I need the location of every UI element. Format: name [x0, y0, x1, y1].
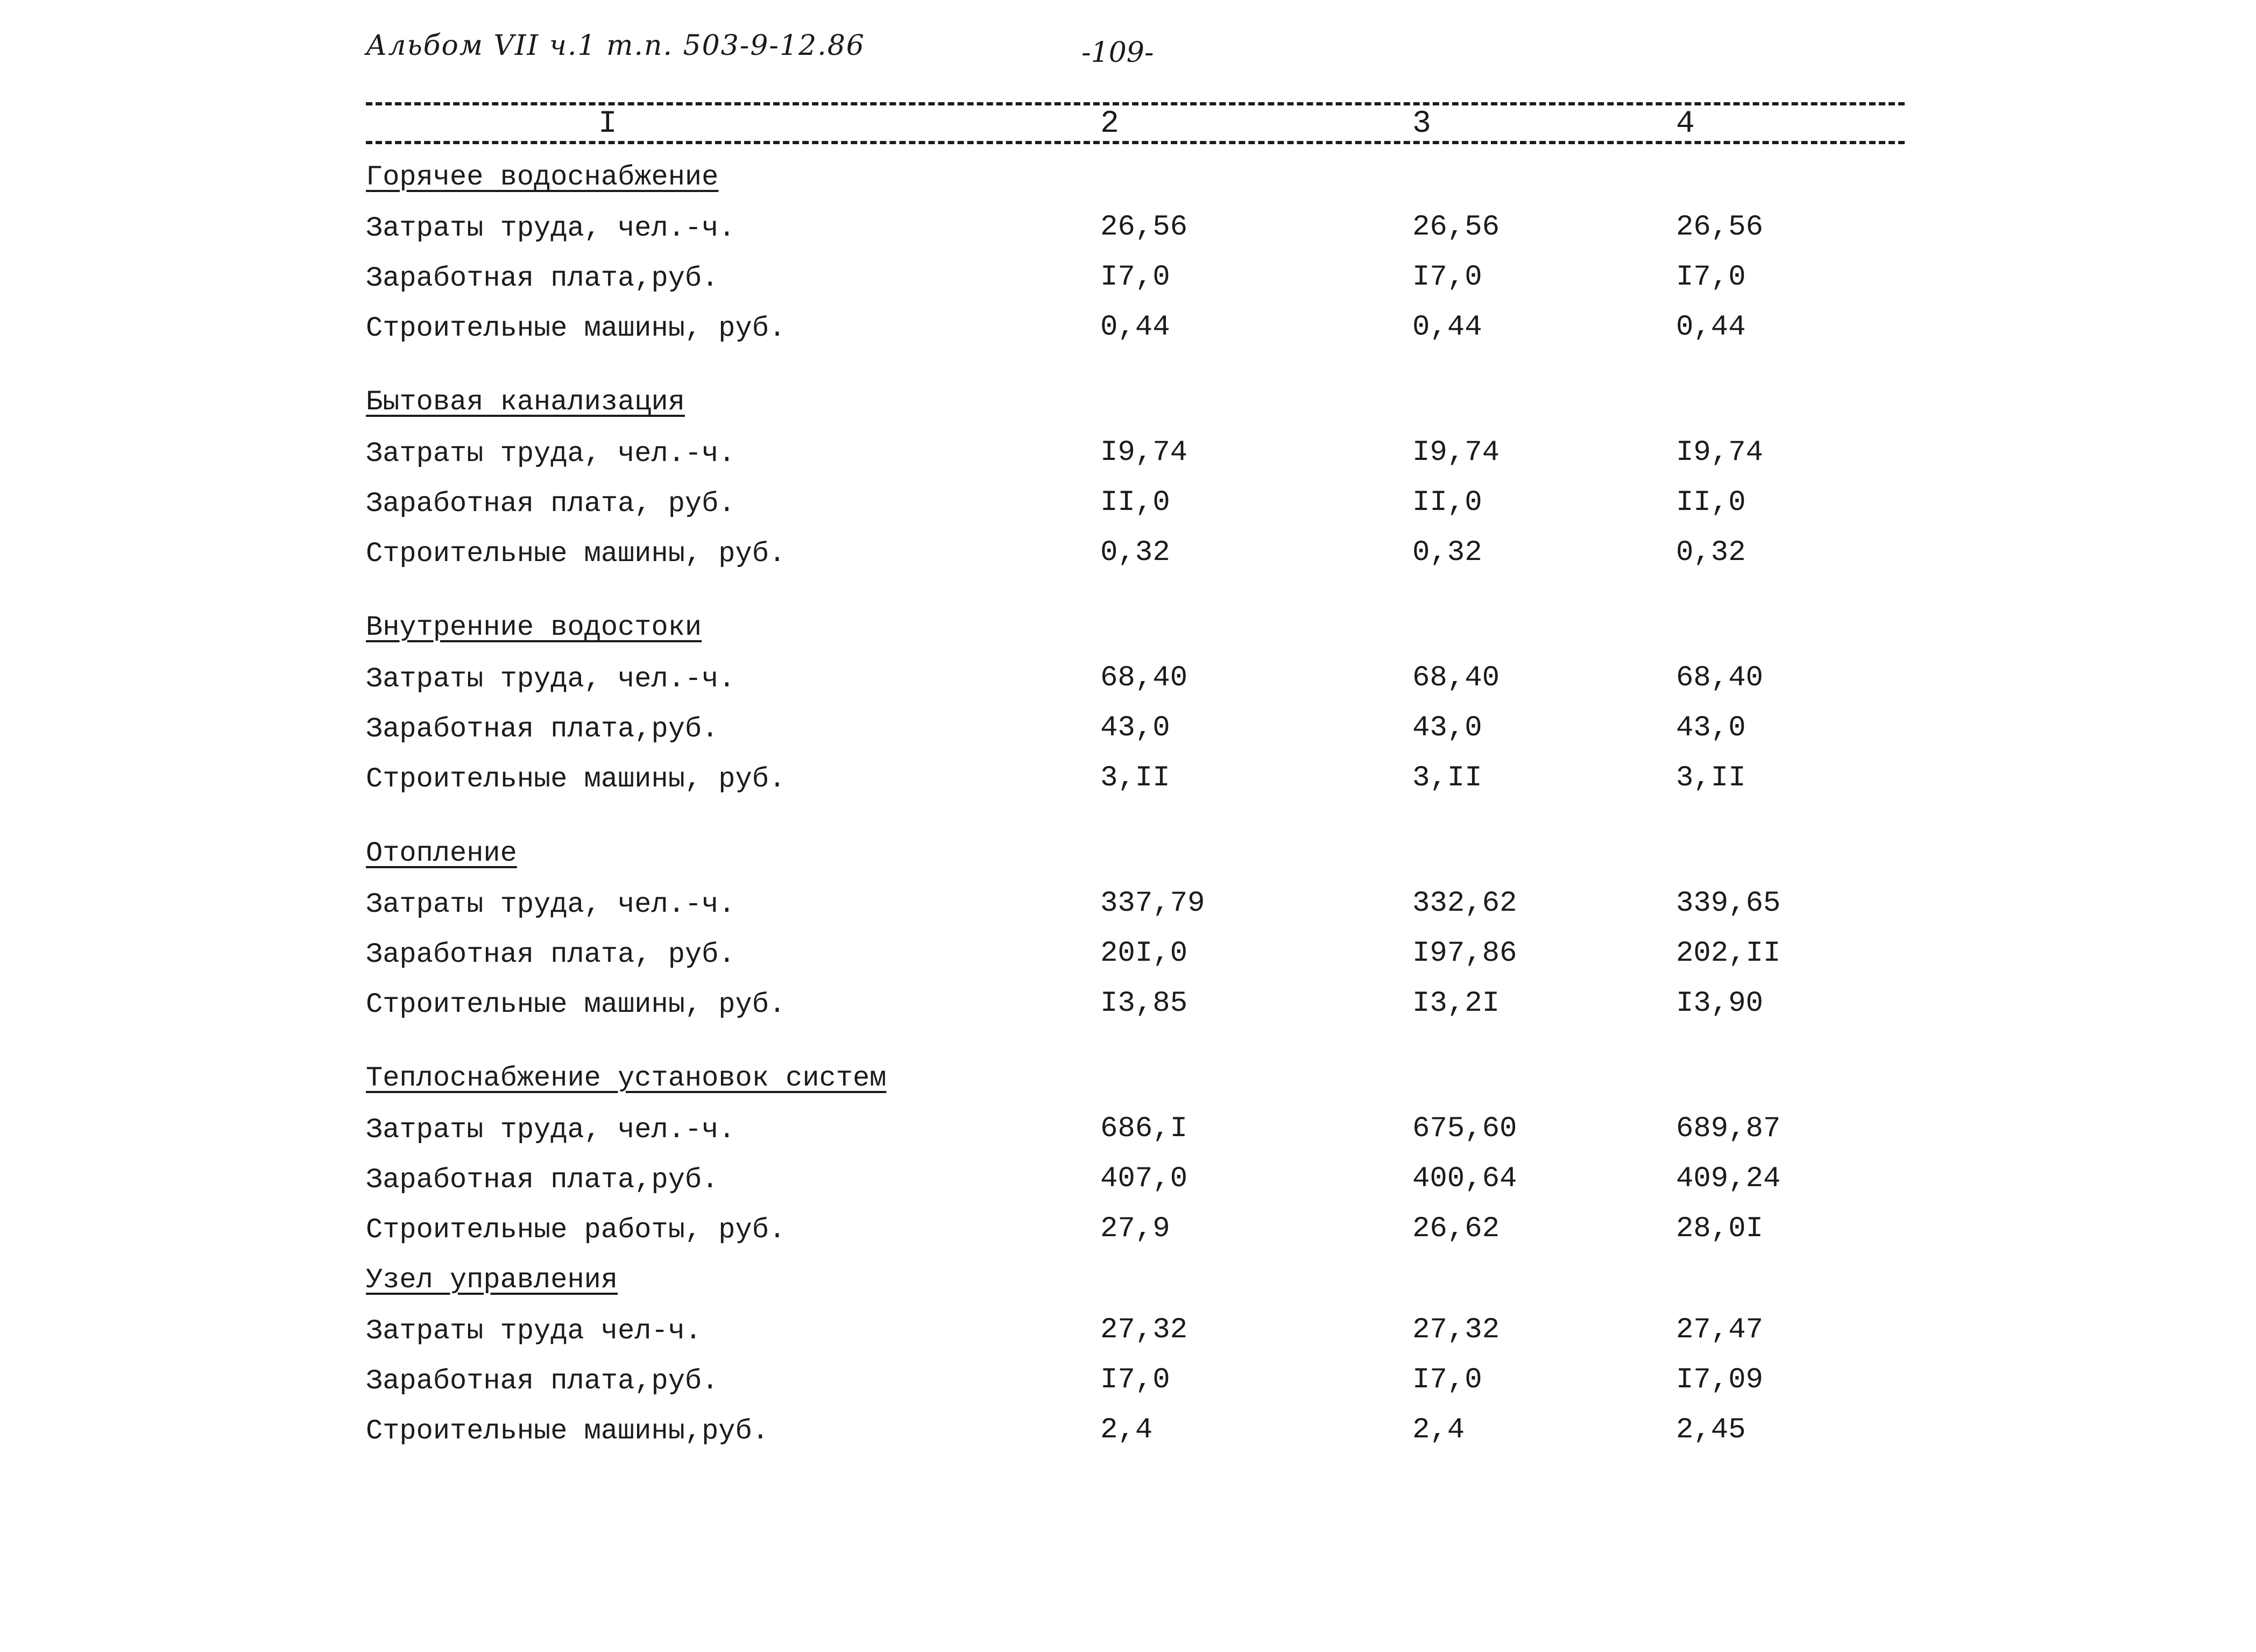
cell-value: 409,24: [1676, 1162, 1781, 1195]
section-title: Теплоснабжение установок систем: [366, 1062, 887, 1094]
cell-value: 689,87: [1676, 1112, 1781, 1145]
cell-value: 26,56: [1412, 211, 1500, 244]
cell-value: I97,86: [1412, 937, 1517, 970]
cell-value: I3,2I: [1412, 987, 1500, 1020]
cell-value: 3,II: [1676, 762, 1746, 795]
cell-value: 332,62: [1412, 887, 1517, 920]
row-label: Заработная плата,руб.: [366, 263, 719, 294]
cell-value: 26,62: [1412, 1213, 1500, 1245]
cell-value: 68,40: [1676, 662, 1764, 694]
cell-value: II,0: [1100, 486, 1170, 519]
section-title: Горячее водоснабжение: [366, 161, 719, 193]
column-number-1: I: [598, 107, 617, 141]
row-label: Строительные машины, руб.: [366, 313, 786, 344]
cell-value: 43,0: [1412, 712, 1482, 745]
table-top-rule: [366, 102, 1905, 105]
row-label: Строительные машины,руб.: [366, 1415, 769, 1447]
cell-value: 27,32: [1412, 1314, 1500, 1346]
cell-value: I9,74: [1100, 436, 1188, 469]
row-label: Затраты труда, чел.-ч.: [366, 212, 736, 244]
cell-value: 68,40: [1412, 662, 1500, 694]
cell-value: 400,64: [1412, 1162, 1517, 1195]
section-title: Узел управления: [366, 1264, 618, 1296]
row-label: Затраты труда, чел.-ч.: [366, 663, 736, 695]
cell-value: 43,0: [1676, 712, 1746, 745]
cell-value: 2,45: [1676, 1414, 1746, 1447]
cell-value: I9,74: [1412, 436, 1500, 469]
cell-value: 0,32: [1412, 536, 1482, 569]
cell-value: I3,85: [1100, 987, 1188, 1020]
row-label: Заработная плата, руб.: [366, 939, 736, 970]
row-label: Строительные работы, руб.: [366, 1214, 786, 1246]
row-label: Заработная плата,руб.: [366, 1365, 719, 1397]
cell-value: 339,65: [1676, 887, 1781, 920]
cell-value: 0,32: [1100, 536, 1170, 569]
row-label: Строительные машины, руб.: [366, 763, 786, 795]
header-stamp: Альбом VII ч.1 т.п. 503-9-12.86: [366, 30, 865, 62]
row-label: Строительные машины, руб.: [366, 989, 786, 1020]
column-number-4: 4: [1676, 107, 1695, 141]
cell-value: 3,II: [1412, 762, 1482, 795]
cell-value: 0,44: [1676, 311, 1746, 344]
row-label: Заработная плата,руб.: [366, 713, 719, 745]
cell-value: 20I,0: [1100, 937, 1188, 970]
cell-value: I7,0: [1676, 261, 1746, 294]
cell-value: I7,0: [1412, 1364, 1482, 1396]
cell-value: 27,32: [1100, 1314, 1188, 1346]
cell-value: 337,79: [1100, 887, 1205, 920]
cell-value: I7,0: [1100, 261, 1170, 294]
row-label: Затраты труда, чел.-ч.: [366, 889, 736, 920]
cell-value: 0,44: [1412, 311, 1482, 344]
section-title: Бытовая канализация: [366, 386, 685, 418]
cell-value: 26,56: [1676, 211, 1764, 244]
row-label: Заработная плата,руб.: [366, 1164, 719, 1196]
cell-value: I3,90: [1676, 987, 1764, 1020]
cell-value: 27,47: [1676, 1314, 1764, 1346]
cell-value: 202,II: [1676, 937, 1781, 970]
row-label: Затраты труда чел-ч.: [366, 1315, 702, 1347]
row-label: Затраты труда, чел.-ч.: [366, 438, 736, 470]
cell-value: I9,74: [1676, 436, 1764, 469]
cell-value: I7,0: [1412, 261, 1482, 294]
cell-value: 686,I: [1100, 1112, 1188, 1145]
row-label: Затраты труда, чел.-ч.: [366, 1114, 736, 1146]
section-title: Отопление: [366, 838, 517, 869]
cell-value: II,0: [1412, 486, 1482, 519]
cell-value: 68,40: [1100, 662, 1188, 694]
section-title: Внутренние водостоки: [366, 612, 702, 643]
page-number: -109-: [1081, 37, 1154, 69]
cell-value: I7,0: [1100, 1364, 1170, 1396]
cell-value: 43,0: [1100, 712, 1170, 745]
column-number-3: 3: [1412, 107, 1431, 141]
cell-value: 3,II: [1100, 762, 1170, 795]
cell-value: 407,0: [1100, 1162, 1188, 1195]
cell-value: 0,32: [1676, 536, 1746, 569]
cell-value: 26,56: [1100, 211, 1188, 244]
cell-value: I7,09: [1676, 1364, 1764, 1396]
cell-value: 0,44: [1100, 311, 1170, 344]
cell-value: 675,60: [1412, 1112, 1517, 1145]
table-header-rule: [366, 141, 1905, 144]
cell-value: 2,4: [1100, 1414, 1153, 1447]
row-label: Строительные машины, руб.: [366, 538, 786, 570]
cell-value: 27,9: [1100, 1213, 1170, 1245]
cell-value: 2,4: [1412, 1414, 1465, 1447]
cell-value: II,0: [1676, 486, 1746, 519]
cell-value: 28,0I: [1676, 1213, 1764, 1245]
row-label: Заработная плата, руб.: [366, 488, 736, 520]
column-number-2: 2: [1100, 107, 1119, 141]
